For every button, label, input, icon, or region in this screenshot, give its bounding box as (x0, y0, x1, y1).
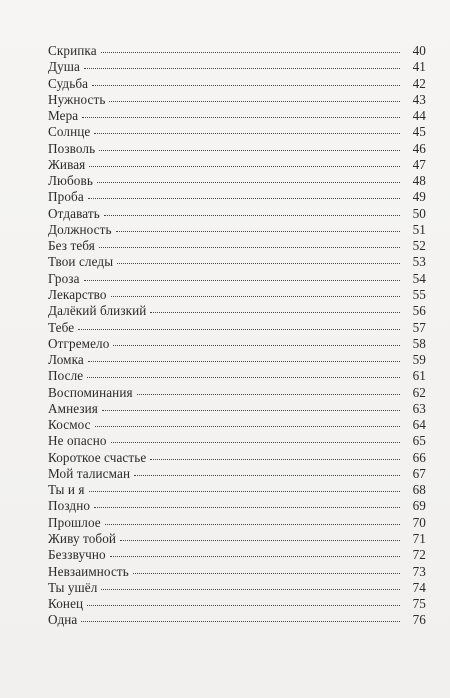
toc-entry-leader-dots (87, 605, 400, 606)
toc-entry-title: Далёкий близкий (48, 303, 147, 319)
toc-entry (48, 206, 426, 222)
toc-entry (48, 76, 426, 92)
toc-entry-leader-dots (94, 133, 400, 134)
toc-entry (48, 124, 426, 140)
toc-entry (48, 92, 426, 108)
toc-entry-leader-dots (87, 377, 400, 378)
toc-entry (48, 547, 426, 563)
toc-entry-page-number: 56 (412, 303, 426, 319)
toc-entry-page-number: 40 (412, 43, 426, 58)
toc-entry-page-number: 76 (412, 612, 426, 628)
toc-entry (48, 222, 426, 238)
toc-entry-title: Судьба (48, 75, 89, 91)
toc-entry-title: Мой талисман (48, 465, 131, 481)
toc-entry-leader-dots (111, 442, 400, 443)
toc-entry-title: Ломка (48, 352, 84, 368)
toc-entry-leader-dots (101, 589, 400, 590)
toc-entry-page-number: 58 (412, 335, 426, 351)
toc-entry-title: Ты и я (48, 482, 85, 498)
toc-entry-leader-dots (137, 394, 400, 395)
toc-entry (48, 189, 426, 205)
toc-entry-leader-dots (111, 296, 400, 297)
toc-entry-leader-dots (95, 426, 400, 427)
toc-entry-title: Скрипка (48, 43, 97, 58)
toc-entry-title: Душа (48, 59, 80, 75)
toc-entry-title: Должность (48, 221, 112, 237)
toc-entry-title: Гроза (48, 270, 80, 286)
toc-entry-page-number: 51 (412, 221, 426, 237)
toc-entry-title: Конец (48, 596, 84, 612)
toc-entry (48, 173, 426, 189)
toc-entry-leader-dots (150, 312, 400, 313)
toc-entry (48, 108, 426, 124)
toc-entry (48, 303, 426, 319)
toc-entry-leader-dots (116, 231, 400, 232)
toc-entry-page-number: 64 (412, 417, 426, 433)
toc-entry (48, 401, 426, 417)
toc-entry-title: Мера (48, 108, 79, 124)
toc-entry (48, 43, 426, 59)
toc-entry-title: Проба (48, 189, 84, 205)
toc-entry-leader-dots (102, 410, 400, 411)
toc-entry-leader-dots (92, 85, 400, 86)
toc-entry-title: Прошлое (48, 514, 101, 530)
toc-entry (48, 352, 426, 368)
toc-entry-leader-dots (120, 540, 400, 541)
toc-entry (48, 580, 426, 596)
toc-entry-page-number: 59 (412, 352, 426, 368)
toc-entry (48, 59, 426, 75)
toc-entry-title: Одна (48, 612, 78, 628)
toc-entry-leader-dots (109, 101, 400, 102)
toc-entry-title: Воспоминания (48, 384, 133, 400)
toc-entry (48, 450, 426, 466)
toc-entry-page-number: 48 (412, 173, 426, 189)
toc-entry (48, 515, 426, 531)
toc-entry-page-number: 43 (412, 91, 426, 107)
toc-entry-page-number: 57 (412, 319, 426, 335)
toc-entry-title: Отгремело (48, 335, 110, 351)
toc-entry-page-number: 63 (412, 400, 426, 416)
toc-entry-page-number: 50 (412, 205, 426, 221)
toc-entry (48, 596, 426, 612)
toc-entry-title: Тебе (48, 319, 75, 335)
toc-entry-title: После (48, 368, 84, 384)
toc-entry-leader-dots (101, 52, 400, 53)
table-of-contents (48, 43, 426, 629)
toc-entry (48, 336, 426, 352)
toc-entry-page-number: 55 (412, 286, 426, 302)
toc-entry-leader-dots (105, 524, 400, 525)
toc-entry-page-number: 53 (412, 254, 426, 270)
toc-entry-title: Позволь (48, 140, 96, 156)
toc-entry-title: Невзаимность (48, 563, 129, 579)
toc-entry-leader-dots (150, 459, 400, 460)
toc-entry (48, 466, 426, 482)
toc-entry-page-number: 68 (412, 482, 426, 498)
toc-entry-page-number: 74 (412, 579, 426, 595)
toc-entry-page-number: 41 (412, 59, 426, 75)
toc-entry-title: Короткое счастье (48, 449, 147, 465)
toc-entry-leader-dots (84, 280, 400, 281)
toc-entry-page-number: 70 (412, 514, 426, 530)
toc-entry (48, 417, 426, 433)
toc-entry-title: Живая (48, 156, 86, 172)
toc-entry (48, 368, 426, 384)
toc-entry-page-number: 73 (412, 563, 426, 579)
toc-entry-title: Беззвучно (48, 547, 106, 563)
toc-entry-page-number: 42 (412, 75, 426, 91)
toc-entry-page-number: 46 (412, 140, 426, 156)
toc-entry (48, 385, 426, 401)
toc-entry-page-number: 62 (412, 384, 426, 400)
toc-entry-title: Без тебя (48, 238, 95, 254)
toc-entry-leader-dots (89, 491, 400, 492)
toc-entry-leader-dots (97, 182, 400, 183)
toc-entry-title: Поздно (48, 498, 91, 514)
toc-entry-title: Не опасно (48, 433, 107, 449)
toc-entry (48, 141, 426, 157)
toc-entry (48, 271, 426, 287)
toc-entry (48, 238, 426, 254)
toc-entry-leader-dots (88, 361, 400, 362)
toc-entry (48, 531, 426, 547)
toc-entry-title: Нужность (48, 91, 106, 107)
toc-entry-page-number: 71 (412, 530, 426, 546)
toc-entry-leader-dots (117, 263, 400, 264)
toc-entry-leader-dots (113, 345, 400, 346)
toc-entry-leader-dots (133, 573, 400, 574)
toc-entry-leader-dots (81, 621, 400, 622)
toc-entry-title: Солнце (48, 124, 91, 140)
toc-entry-page-number: 61 (412, 368, 426, 384)
toc-entry-page-number: 49 (412, 189, 426, 205)
toc-entry-title: Ты ушёл (48, 579, 98, 595)
toc-entry-page-number: 75 (412, 596, 426, 612)
toc-entry-page-number: 44 (412, 108, 426, 124)
toc-entry-leader-dots (94, 507, 400, 508)
toc-entry (48, 157, 426, 173)
toc-entry-page-number: 45 (412, 124, 426, 140)
toc-entry-page-number: 69 (412, 498, 426, 514)
toc-entry-title: Твои следы (48, 254, 114, 270)
toc-entry-title: Лекарство (48, 286, 107, 302)
toc-entry-leader-dots (99, 247, 400, 248)
toc-entry-leader-dots (99, 150, 400, 151)
toc-entry-page-number: 54 (412, 270, 426, 286)
toc-entry (48, 498, 426, 514)
toc-entry (48, 254, 426, 270)
toc-entry-leader-dots (78, 329, 400, 330)
toc-entry (48, 612, 426, 628)
toc-entry (48, 433, 426, 449)
toc-entry-page-number: 52 (412, 238, 426, 254)
toc-entry-leader-dots (134, 475, 400, 476)
toc-entry-page-number: 66 (412, 449, 426, 465)
toc-entry-title: Любовь (48, 173, 93, 189)
toc-entry (48, 482, 426, 498)
toc-entry (48, 287, 426, 303)
toc-entry (48, 320, 426, 336)
toc-entry-title: Отдавать (48, 205, 100, 221)
toc-entry-leader-dots (88, 198, 400, 199)
toc-entry-title: Живу тобой (48, 530, 117, 546)
toc-entry-title: Амнезия (48, 400, 98, 416)
toc-entry-leader-dots (89, 166, 400, 167)
toc-entry-leader-dots (82, 117, 400, 118)
toc-entry (48, 564, 426, 580)
toc-entry-page-number: 67 (412, 465, 426, 481)
toc-entry-leader-dots (110, 556, 400, 557)
toc-entry-page-number: 47 (412, 156, 426, 172)
toc-entry-title: Космос (48, 417, 91, 433)
toc-entry-page-number: 72 (412, 547, 426, 563)
toc-entry-leader-dots (84, 68, 400, 69)
toc-entry-page-number: 65 (412, 433, 426, 449)
toc-entry-leader-dots (104, 215, 400, 216)
